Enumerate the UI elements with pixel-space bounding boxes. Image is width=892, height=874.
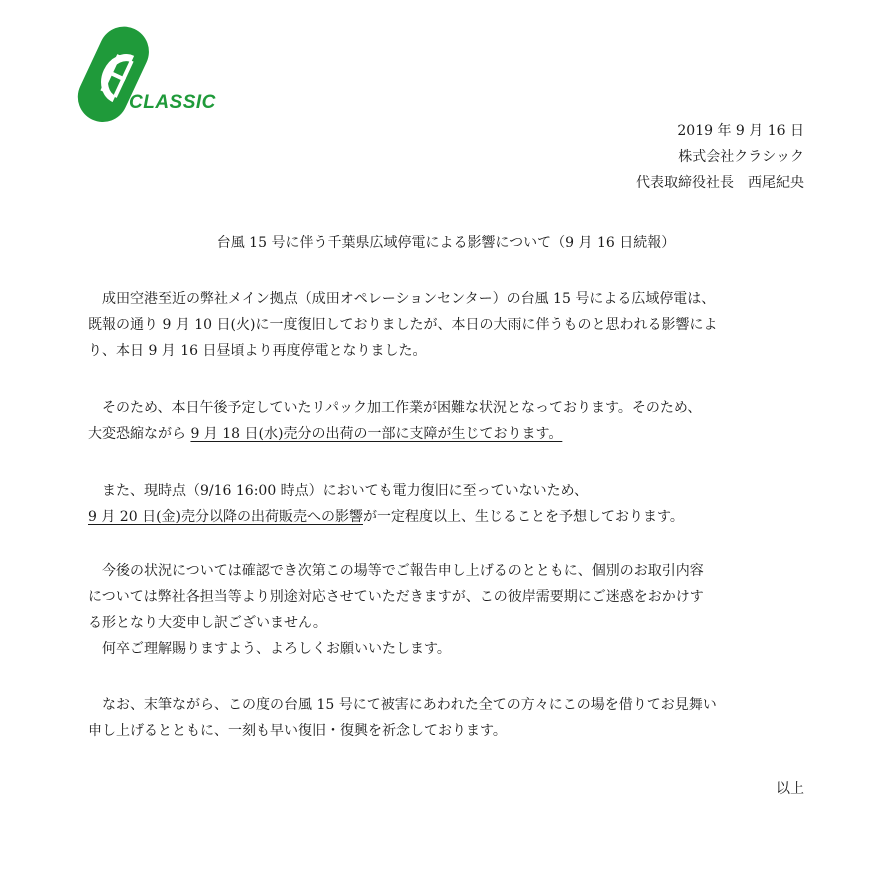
paragraph-line: なお、末筆ながら、この度の台風 15 号にて被害にあわれた全ての方々にこの場を借りてお見舞い [102,697,717,713]
paragraph-line: る形となり大変申し訳ございません。 [88,615,327,631]
paragraph-line: また、現時点（9/16 16:00 時点）においても電力復旧に至っていないため、 [102,483,589,499]
document-date: 2019 年 9 月 16 日 [677,123,804,139]
paragraph-4 [88,558,804,662]
company-name: 株式会社クラシック [678,149,804,165]
company-logo [72,24,252,128]
paragraph-line: 9 月 20 日(金)売分以降の出荷販売への影響が一定程度以上、生じることを予想しております。 [88,509,684,525]
representative-name: 代表取締役社長 西尾紀央 [636,175,804,191]
paragraph-3 [88,478,804,530]
document-header [636,118,804,196]
paragraph-line: そのため、本日午後予定していたリパック加工作業が困難な状況となっております。そのため、 [102,400,702,416]
closing-text: 以上 [776,781,804,797]
underlined-notice: 9 月 18 日(水)売分の出荷の一部に支障が生じております。 [190,426,563,442]
paragraph-line: 大変恐縮ながら 9 月 18 日(水)売分の出荷の一部に支障が生じております。 [88,426,563,442]
logo-wordmark: CLASSIC [129,92,216,113]
document-title: 台風 15 号に伴う千葉県広域停電による影響について（9 月 16 日続報） [216,235,676,251]
paragraph-line: 今後の状況については確認でき次第この場等でご報告申し上げるのとともに、個別のお取引内容 [102,563,704,579]
paragraph-line: 何卒ご理解賜りますよう、よろしくお願いいたします。 [102,641,451,657]
paragraph-line: 成田空港至近の弊社メイン拠点（成田オペレーションセンター）の台風 15 号による広域停電は、 [102,291,716,307]
paragraph-line: 既報の通り 9 月 10 日(火)に一度復旧しておりましたが、本日の大雨に伴うものと思われる影響によ [88,317,718,333]
paragraph-line: 申し上げるとともに、一刻も早い復旧・復興を祈念しております。 [88,723,507,739]
paragraph-line: については弊社各担当等より別途対応させていただきますが、この彼岸需要期にご迷惑をおかけす [88,589,704,605]
paragraph-1 [88,286,804,364]
underlined-notice: 9 月 20 日(金)売分以降の出荷販売への影響 [88,509,363,525]
paragraph-5 [88,692,804,744]
paragraph-2 [88,395,804,447]
paragraph-line: り、本日 9 月 16 日昼頃より再度停電となりました。 [88,343,427,359]
